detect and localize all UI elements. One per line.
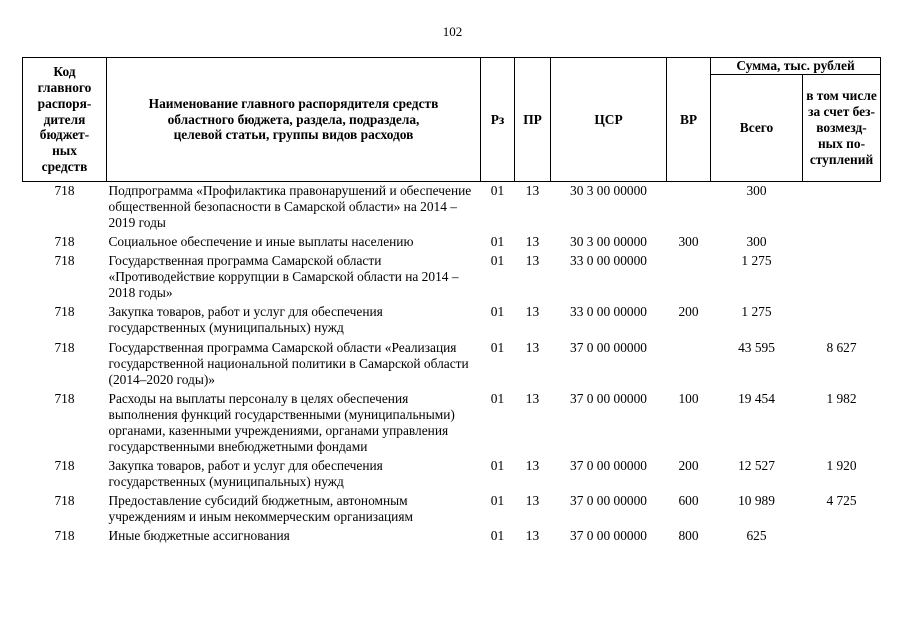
table-row [23, 527, 881, 546]
table-row [23, 339, 881, 390]
header-csr: ЦСР [551, 58, 667, 182]
row-csr: 30 3 00 00000 [570, 182, 647, 198]
row-name: Предоставление субсидий бюджетным, автономным учреждениям и иным некоммерческим организациям [108, 493, 413, 525]
row-grant: 4 725 [826, 493, 857, 509]
header-code-line: распоря- [37, 95, 92, 111]
row-code: 718 [54, 493, 75, 509]
row-vr: 200 [678, 304, 699, 320]
row-rz: 01 [490, 234, 505, 250]
header-name-line: целевой статьи, группы видов расходов [173, 127, 414, 143]
row-code: 718 [54, 182, 75, 198]
row-code: 718 [54, 528, 75, 544]
header-vr: ВР [667, 58, 711, 182]
row-code: 718 [54, 339, 75, 355]
row-name: Закупка товаров, работ и услуг для обеспечения государственных (муниципальных) нужд [108, 458, 383, 490]
row-name: Государственная программа Самарской области «Реализация государственной национальной политики в Самарской области (2014–2020 годы)» [108, 339, 469, 387]
row-vr [667, 339, 711, 390]
row-rz: 01 [490, 528, 505, 544]
row-vr: 200 [678, 458, 699, 474]
row-name: Государственная программа Самарской области «Противодействие коррупции в Самарской области на 2014 – 2018 годы» [108, 253, 459, 301]
row-pr: 13 [525, 182, 540, 198]
row-name: Подпрограмма «Профилактика правонарушений и обеспечение общественной безопасности в Самарской области» на 2014 – 2019 годы [108, 182, 472, 230]
row-code: 718 [54, 390, 75, 406]
row-vr: 800 [678, 528, 699, 544]
row-rz: 01 [490, 182, 505, 198]
table-row [23, 457, 881, 492]
row-pr: 13 [525, 458, 540, 474]
row-pr: 13 [525, 234, 540, 250]
table-row [23, 252, 881, 303]
row-rz: 01 [490, 304, 505, 320]
row-csr: 37 0 00 00000 [570, 528, 647, 544]
header-grant [803, 74, 881, 181]
header-code-line: средств [41, 158, 88, 174]
header-sum: Сумма, тыс. рублей [711, 58, 881, 75]
row-pr: 13 [525, 390, 540, 406]
row-name: Иные бюджетные ассигнования [108, 528, 290, 544]
row-vr: 100 [678, 390, 699, 406]
header-rz: Рз [481, 58, 515, 182]
row-pr: 13 [525, 528, 540, 544]
row-total: 10 989 [738, 493, 775, 509]
row-rz: 01 [490, 390, 505, 406]
row-rz: 01 [490, 253, 505, 269]
row-grant [803, 527, 881, 546]
row-total: 19 454 [738, 390, 775, 406]
row-grant [803, 303, 881, 338]
row-pr: 13 [525, 304, 540, 320]
row-code: 718 [54, 253, 75, 269]
header-total: Всего [711, 74, 803, 181]
row-grant: 1 982 [826, 390, 857, 406]
row-csr: 33 0 00 00000 [570, 304, 647, 320]
row-csr: 37 0 00 00000 [570, 390, 647, 406]
header-code-line: главного [37, 79, 92, 95]
header-grant-line: возмезд- [816, 119, 867, 135]
table-row [23, 303, 881, 338]
header-name-line: областного бюджета, раздела, подраздела, [167, 111, 420, 127]
row-rz: 01 [490, 493, 505, 509]
header-code-line: ных [52, 143, 77, 159]
row-grant [803, 181, 881, 233]
row-total: 1 275 [741, 253, 772, 269]
row-name: Социальное обеспечение и иные выплаты населению [108, 234, 414, 250]
row-code: 718 [54, 234, 75, 250]
row-csr: 37 0 00 00000 [570, 493, 647, 509]
table-row [23, 181, 881, 233]
table-row [23, 233, 881, 252]
row-name: Закупка товаров, работ и услуг для обеспечения государственных (муниципальных) нужд [108, 304, 383, 336]
header-name-line: Наименование главного распорядителя средств [148, 95, 439, 111]
header-grant-line: ных по- [817, 135, 866, 151]
row-code: 718 [54, 458, 75, 474]
row-vr [667, 181, 711, 233]
row-csr: 37 0 00 00000 [570, 339, 647, 355]
row-vr [667, 252, 711, 303]
row-grant [803, 233, 881, 252]
header-grant-line: за счет без- [808, 104, 875, 120]
row-vr: 600 [678, 493, 699, 509]
row-csr: 30 3 00 00000 [570, 234, 647, 250]
row-name: Расходы на выплаты персоналу в целях обеспечения выполнения функций государственными (муниципальными) органами, казенными учреждениями, органами управления государственными внебюджетными фондами [108, 390, 455, 454]
header-grant-line: ступлений [809, 151, 874, 167]
header-name [107, 58, 481, 182]
row-total: 43 595 [738, 339, 775, 355]
header-grant-line: в том числе [806, 88, 877, 104]
row-csr: 33 0 00 00000 [570, 253, 647, 269]
row-total: 1 275 [741, 304, 772, 320]
page-number: 102 [442, 24, 463, 39]
row-rz: 01 [490, 339, 505, 355]
row-csr: 37 0 00 00000 [570, 458, 647, 474]
row-vr: 300 [678, 234, 699, 250]
table-row [23, 390, 881, 457]
row-grant: 1 920 [826, 458, 857, 474]
header-code [23, 58, 107, 182]
row-rz: 01 [490, 458, 505, 474]
row-grant: 8 627 [826, 339, 857, 355]
row-pr: 13 [525, 339, 540, 355]
row-grant [803, 252, 881, 303]
row-total: 625 [746, 528, 767, 544]
header-pr: ПР [515, 58, 551, 182]
row-pr: 13 [525, 493, 540, 509]
header-code-line: бюджет- [39, 127, 90, 143]
table-row [23, 492, 881, 527]
budget-table [22, 57, 881, 546]
row-pr: 13 [525, 253, 540, 269]
row-total: 300 [746, 234, 767, 250]
header-code-line: Код [53, 64, 76, 80]
row-code: 718 [54, 304, 75, 320]
header-code-line: дителя [43, 111, 86, 127]
row-total: 300 [746, 182, 767, 198]
row-total: 12 527 [738, 458, 775, 474]
